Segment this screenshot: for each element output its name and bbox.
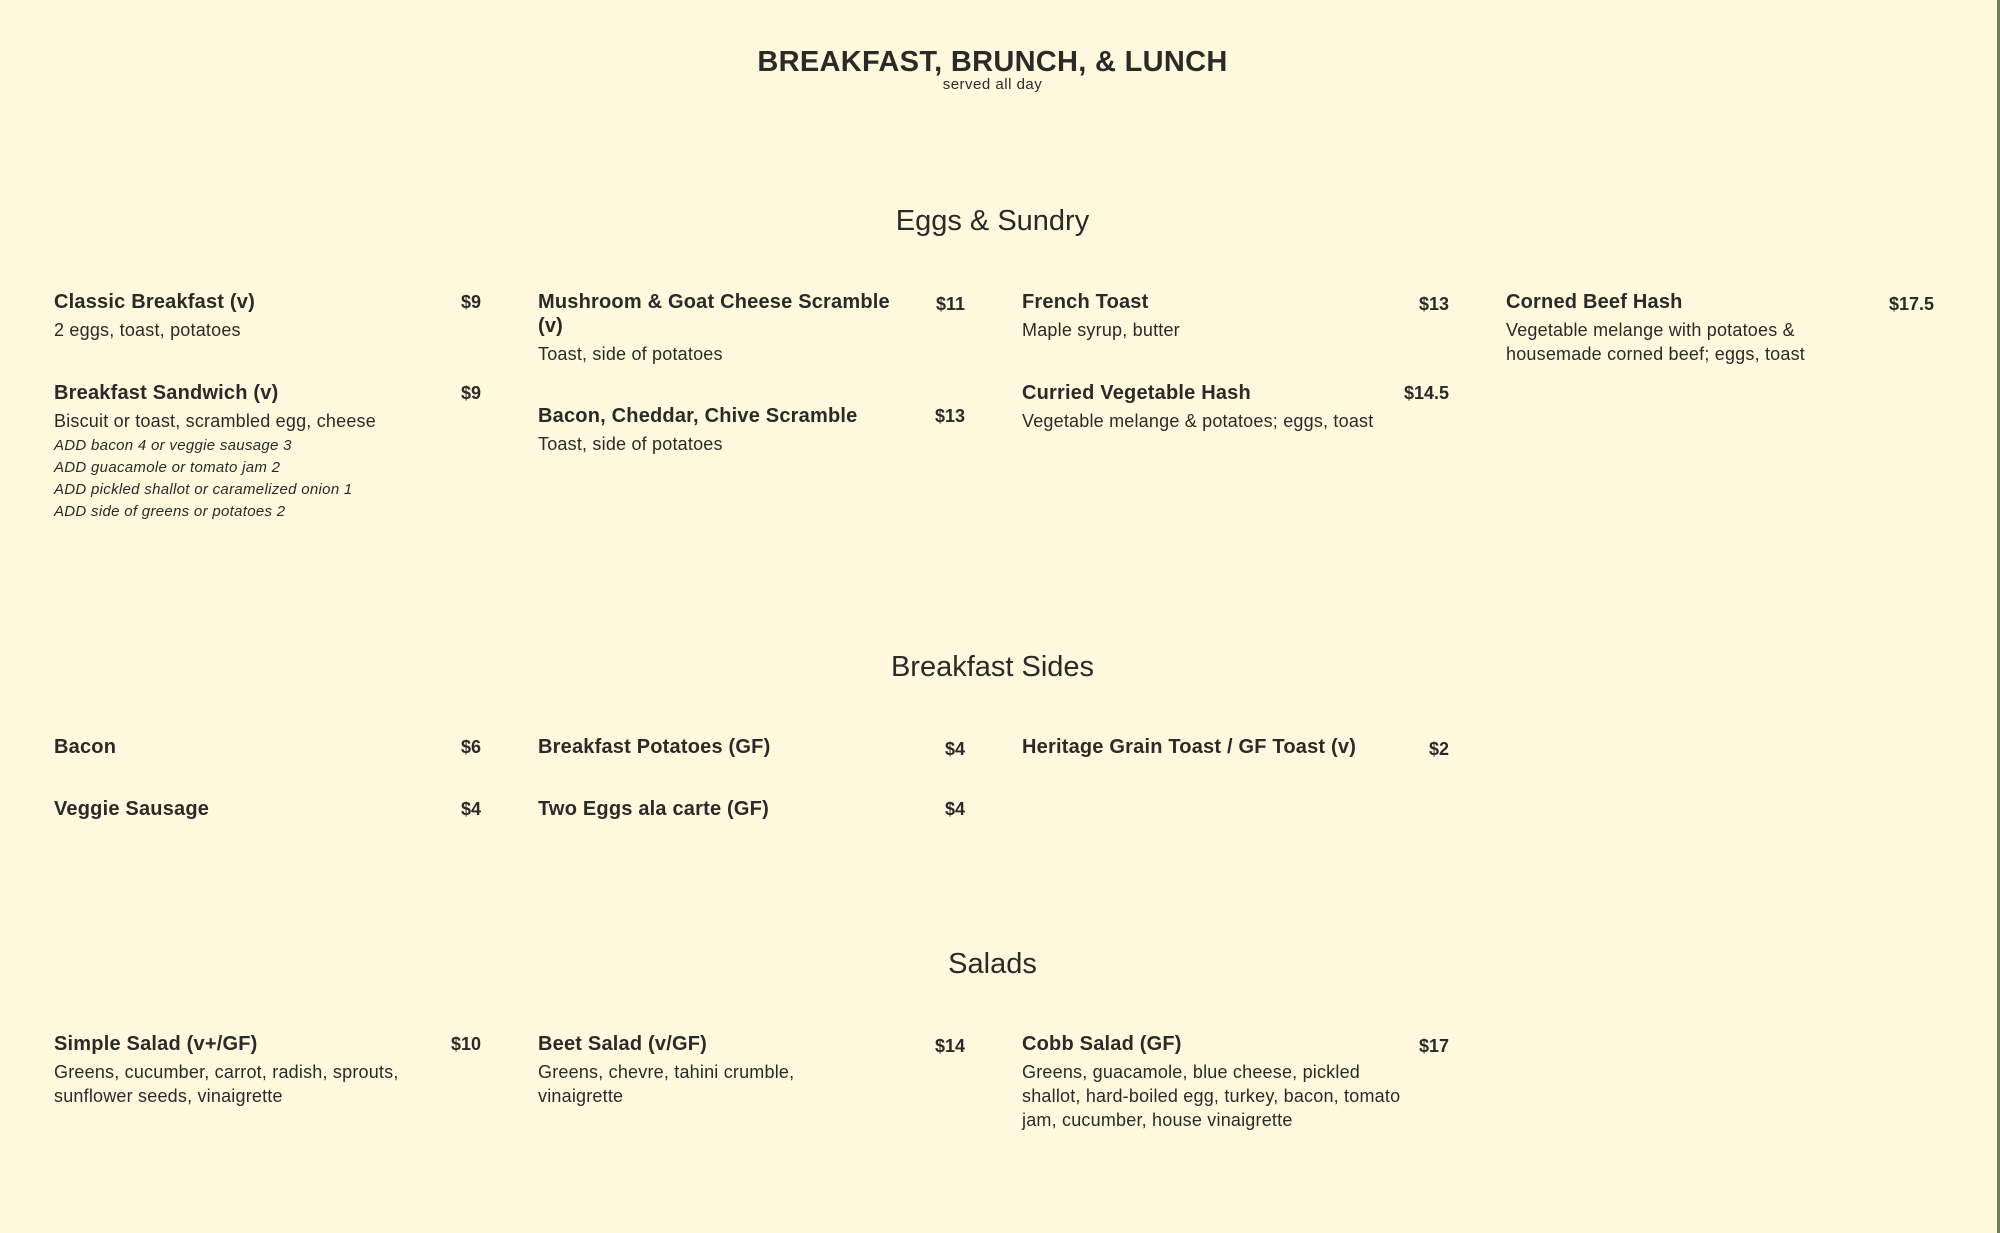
item-name: Bacon, Cheddar, Chive Scramble [538, 405, 858, 427]
menu-item-curried-vegetable-hash [1022, 381, 1449, 433]
item-price: $14.5 [1403, 383, 1449, 403]
item-name: Two Eggs ala carte (GF) [538, 798, 769, 820]
item-description: Biscuit or toast, scrambled egg, cheese [54, 411, 376, 431]
item-name: Breakfast Potatoes (GF) [538, 736, 771, 758]
addon-line: ADD pickled shallot or caramelized onion 1 [54, 481, 353, 498]
menu-title: BREAKFAST, BRUNCH, & LUNCH [757, 46, 1228, 78]
item-addons [54, 435, 481, 523]
item-name: Curried Vegetable Hash [1022, 382, 1251, 404]
item-name: Cobb Salad (GF) [1022, 1033, 1182, 1055]
item-name: Corned Beef Hash [1506, 291, 1683, 313]
item-description: Greens, guacamole, blue cheese, pickled shallot, hard-boiled egg, turkey, bacon, tomato jam, cucumber, house vinaigrette [1022, 1062, 1401, 1130]
section-title-salads: Salads [948, 948, 1037, 980]
menu-item-cobb-salad [1022, 1032, 1449, 1132]
item-price: $17.5 [1888, 294, 1934, 314]
section-title-eggs-sundry: Eggs & Sundry [895, 205, 1090, 237]
item-name: French Toast [1022, 291, 1149, 313]
item-name: Simple Salad (v+/GF) [54, 1033, 258, 1055]
item-price: $4 [460, 799, 481, 819]
item-name: Breakfast Sandwich (v) [54, 382, 279, 404]
menu-item-two-eggs [538, 797, 965, 821]
item-name: Veggie Sausage [54, 798, 210, 820]
item-description: Greens, cucumber, carrot, radish, sprouts, sunflower seeds, vinaigrette [54, 1062, 399, 1106]
item-description: Maple syrup, butter [1022, 320, 1180, 340]
item-price: $14 [934, 1036, 965, 1056]
item-price: $9 [460, 292, 481, 312]
item-description: Vegetable melange with potatoes & housemade corned beef; eggs, toast [1506, 320, 1806, 364]
menu-subtitle: served all day [942, 76, 1043, 93]
menu-item-breakfast-potatoes [538, 735, 965, 759]
item-price: $10 [450, 1034, 481, 1054]
item-price: $13 [934, 406, 965, 426]
item-description: Toast, side of potatoes [538, 434, 723, 454]
item-name: Mushroom & Goat Cheese Scramble (v) [538, 291, 890, 337]
item-description: Greens, chevre, tahini crumble, vinaigrette [538, 1062, 795, 1106]
menu-item-bacon [54, 735, 481, 759]
item-price: $4 [944, 739, 965, 759]
item-description: Vegetable melange & potatoes; eggs, toast [1022, 411, 1374, 431]
item-name: Classic Breakfast (v) [54, 291, 255, 313]
item-price: $4 [944, 799, 965, 819]
menu-item-bacon-cheddar-chive-scramble [538, 404, 965, 456]
menu-item-mushroom-goat-cheese-scramble [538, 290, 965, 366]
menu-item-veggie-sausage [54, 797, 481, 821]
menu-item-corned-beef-hash [1506, 290, 1934, 366]
menu-item-simple-salad [54, 1032, 481, 1108]
menu-item-breakfast-sandwich [54, 381, 481, 523]
item-description: Toast, side of potatoes [538, 344, 723, 364]
addon-line: ADD side of greens or potatoes 2 [54, 503, 286, 520]
menu-item-beet-salad [538, 1032, 965, 1108]
item-name: Bacon [54, 736, 117, 758]
item-price: $13 [1418, 294, 1449, 314]
menu-item-classic-breakfast [54, 290, 481, 342]
menu-item-french-toast [1022, 290, 1449, 342]
section-title-breakfast-sides: Breakfast Sides [890, 651, 1095, 683]
item-price: $11 [935, 294, 965, 314]
item-description: 2 eggs, toast, potatoes [54, 320, 241, 340]
item-name: Beet Salad (v/GF) [538, 1033, 707, 1055]
addon-line: ADD bacon 4 or veggie sausage 3 [54, 437, 292, 454]
item-price: $2 [1428, 739, 1449, 759]
item-price: $6 [460, 737, 481, 757]
item-name: Heritage Grain Toast / GF Toast (v) [1022, 736, 1357, 758]
item-price: $17 [1418, 1036, 1449, 1056]
item-price: $9 [460, 383, 481, 403]
menu-item-heritage-grain-toast [1022, 735, 1449, 759]
addon-line: ADD guacamole or tomato jam 2 [54, 459, 281, 476]
